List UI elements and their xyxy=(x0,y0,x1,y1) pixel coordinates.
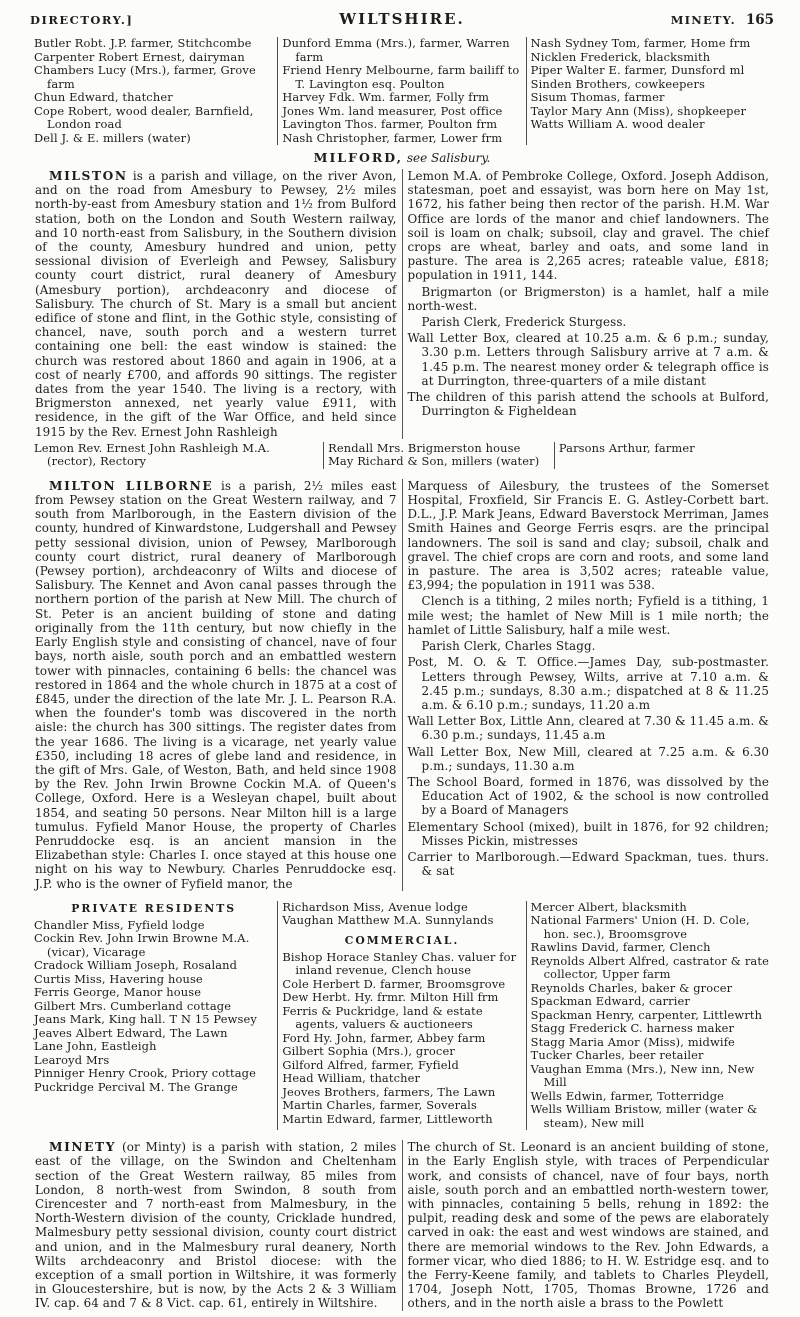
directory-entry: May Richard & Son, millers (water) xyxy=(328,454,540,469)
minety-right-column xyxy=(402,1140,775,1310)
private-residents-column xyxy=(30,901,277,1131)
directory-entry: Chun Edward, thatcher xyxy=(34,90,173,104)
directory-entry: Richardson Miss, Avenue lodge xyxy=(282,899,468,914)
milston-section xyxy=(30,169,774,439)
directory-entry: Chandler Miss, Fyfield lodge xyxy=(34,917,205,932)
directory-entry: Mercer Albert, blacksmith xyxy=(530,899,687,914)
minety-left-column xyxy=(30,1140,402,1310)
commercial-column-1 xyxy=(277,901,525,1131)
minety-heading: MINETY xyxy=(49,1140,116,1155)
directory-entry: Spackman Edward, carrier xyxy=(530,994,690,1009)
milton-heading: MILTON LILBORNE xyxy=(49,478,214,493)
directory-entry: Nicklen Frederick, blacksmith xyxy=(530,49,711,64)
entry-list xyxy=(282,901,521,928)
entry-list xyxy=(34,37,273,145)
directory-entry: Lane John, Eastleigh xyxy=(34,1039,157,1054)
minety-paragraph xyxy=(35,1140,397,1310)
directory-entry: Sinden Brothers, cowkeepers xyxy=(530,76,706,91)
milston-parish-clerk: Parish Clerk, Frederick Sturgess. xyxy=(421,315,627,330)
directory-entry: Taylor Mary Ann (Miss), shopkeeper xyxy=(530,103,747,118)
continued-trades-listing xyxy=(30,37,774,145)
page-number: 165 xyxy=(745,12,774,28)
milston-wall-letter-box: Wall Letter Box, cleared at 10.25 a.m. & 6 p.m.; sunday, 3.30 p.m. Letters through Salisbury arrive at 7 a.m. & 1.45 p.m. The nearest money order & telegraph office is at Durrington, three-quarters of a mile distant xyxy=(407,331,769,388)
minety-section xyxy=(30,1140,774,1310)
milston-hamlet-note: Brigmarton (or Brigmerston) is a hamlet, half a mile north-west. xyxy=(407,284,769,313)
entry-list xyxy=(282,37,521,145)
directory-entry: Watts William A. wood dealer xyxy=(530,117,705,131)
milford-cross-reference xyxy=(30,150,774,165)
trades-column-3 xyxy=(526,37,774,145)
milston-intro-text: is a parish and village, on the river Avon, and on the road from Amesbury to Pewsey, 2½ miles north-by-east from Amesbury station and 1½ from Bulford station, both on the London and South Western railway, and 10 north-east from Salisbury, in the Southern division of the county, Amesbury hundred and union, petty sessional division of Everleigh and Pewsey, Salisbury county court district, rural deanery of Amesbury (Amesbury portion), archdeaconry and diocese of Salisbury. The church of St. Mary is a small but ancient edifice of stone and flint, in the Gothic style, consisting of chancel, nave, south porch and a western turret containing one bell: the east window is stained: the church was restored about 1860 and again in 1906, at a cost of nearly £700, and affords 90 sittings. The register dates from the year 1540. The living is a rectory, with Brigmerston annexed, net yearly value £911, with residence, in the gift of the War Office, and held since 1915 by the Rev. Ernest John Rashleigh xyxy=(35,169,397,439)
milston-paragraph xyxy=(35,169,397,439)
private-residents-heading: PRIVATE RESIDENTS xyxy=(71,901,237,915)
page-header xyxy=(30,10,774,28)
directory-entry: Cole Herbert D. farmer, Broomsgrove xyxy=(282,976,506,991)
milton-intro-text: is a parish, 2½ miles east from Pewsey station on the Great Western railway, and 7 south from Marlborough, in the Eastern division of the county, hundred of Kinwardstone, Ludgershall and Pewsey petty sessional division, union of Pewsey, Marlborough county court district, rural deanery of Marlborough (Pewsey portion), archdeaconry of Wilts and diocese of Salisbury. The Kennet and Avon canal passes through the northern portion of the parish at New Mill. The church of St. Peter is an ancient building of stone and dating originally from the 11th century, but now chiefly in the Early English style and consisting of chancel, nave of four bays, north aisle, south porch and an embattled western tower with pinnacles, containing 6 bells: the chancel was restored in 1864 and the whole church in 1875 at a cost of £845, under the direction of the late Mr. J. L. Pearson R.A. when the founder's tomb was discovered in the north aisle: the church has 300 sittings. The register dates from the year 1686. The living is a vicarage, net yearly value £350, including 18 acres of glebe land and residence, in the gift of Mrs. Gale, of Weston, Bath, and held since 1908 by the Rev. John Irwin Browne Cockin M.A. of Queen's College, Oxford. Here is a Wesleyan chapel, built about 1854, and seating 50 persons. Near Milton hill is a large tumulus. Fyfield Manor House, the property of Charles Penruddocke esq. is an ancient mansion in the Elizabethan style: Charles I. once stayed at this house one night on his way to Newbury. Charles Penruddocke esq. J.P. who is the owner of Fyfield manor, the xyxy=(35,478,397,891)
directory-entry: Learoyd Mrs xyxy=(34,1052,110,1067)
directory-entry: Dell J. & E. millers (water) xyxy=(34,130,191,145)
commercial-column-2 xyxy=(526,901,774,1131)
directory-entry: Gilford Alfred, farmer, Fyfield xyxy=(282,1057,459,1072)
directory-entry: Curtis Miss, Havering house xyxy=(34,971,203,986)
milston-heading: MILSTON xyxy=(49,169,128,183)
directory-entry: Stagg Maria Amor (Miss), midwife xyxy=(530,1034,735,1049)
milston-residents-col-2 xyxy=(323,442,554,469)
running-head-directory: DIRECTORY.] xyxy=(30,13,134,27)
entry-list xyxy=(34,442,319,469)
directory-entry: Pinniger Henry Crook, Priory cottage xyxy=(34,1066,256,1081)
directory-entry: Sisum Thomas, farmer xyxy=(530,90,665,104)
minety-church-paragraph: The church of St. Leonard is an ancient building of stone, in the Early English style, with traces of Perpendicular work, and consists of chancel, nave of four bays, north aisle, south porch and an embattled north-western tower, with pinnacles, containing 5 bells, rehung in 1892: the pulpit, reading desk and some of the pews are elaborately carved in oak: the east and west windows are stained, and there are memorial windows to the Rev. John Edwards, a former vicar, who died 1886; to H. W. Estridge esq. and to the Ferry-Keene family, and tablets to Charles Pleydell, 1704, Joseph Nott, 1705, Thomas Browne, 1726 and others, and in the north aisle a brass to the Powlett xyxy=(407,1140,769,1311)
milston-continuation: Lemon M.A. of Pembroke College, Oxford. Joseph Addison, statesman, poet and essayist, was born here on May 1st, 1672, his father being then rector of the parish. H.M. War Office are lords of the manor and chief landowners. The soil is loam on chalk; subsoil, clay and gravel. The chief crops are wheat, barley and oats, and some land in pasture. The area is 2,265 acres; rateable value, £818; population in 1911, 144. xyxy=(407,169,769,283)
directory-entry: Puckridge Percival M. The Grange xyxy=(34,1079,238,1094)
directory-entry: Rendall Mrs. Brigmerston house xyxy=(328,440,521,455)
directory-entry: Piper Walter E. farmer, Dunsford ml xyxy=(530,63,745,77)
directory-entry: Martin Charles, farmer, Soverals xyxy=(282,1098,477,1113)
trades-column-2 xyxy=(277,37,525,145)
directory-entry: Cockin Rev. John Irwin Browne M.A. (vicar), Vicarage xyxy=(34,931,250,959)
directory-entry: Vaughan Matthew M.A. Sunnylands xyxy=(282,913,494,928)
milton-wall-letter-box-new-mill: Wall Letter Box, New Mill, cleared at 7.25 a.m. & 6.30 p.m.; sundays, 11.30 a.m xyxy=(407,744,769,773)
trades-column-1 xyxy=(30,37,277,145)
entry-list xyxy=(282,951,521,1127)
directory-entry: Gilbert Sophia (Mrs.), grocer xyxy=(282,1044,455,1059)
milston-residents-row xyxy=(30,442,774,469)
directory-entry: Nash Sydney Tom, farmer, Home frm xyxy=(530,36,751,50)
directory-entry: Spackman Henry, carpenter, Littlewrth xyxy=(530,1007,763,1022)
directory-entry: Reynolds Charles, baker & grocer xyxy=(530,980,733,995)
directory-entry: Ford Hy. John, farmer, Abbey farm xyxy=(282,1030,486,1045)
milton-wall-letter-box-little-ann: Wall Letter Box, Little Ann, cleared at 7.30 & 11.45 a.m. & 6.30 p.m.; sundays, 11.45 a.m xyxy=(407,714,769,743)
entry-list xyxy=(559,442,770,456)
directory-entry: Parsons Arthur, farmer xyxy=(558,440,695,455)
commercial-heading: COMMERCIAL. xyxy=(344,933,460,947)
milston-schools-note: The children of this parish attend the schools at Bulford, Durrington & Figheldean xyxy=(407,390,769,419)
directory-entry: Butler Robt. J.P. farmer, Stitchcombe xyxy=(34,36,252,50)
directory-entry: Jeoves Brothers, farmers, The Lawn xyxy=(282,1084,496,1099)
milston-right-column xyxy=(402,169,775,439)
milston-left-column xyxy=(30,169,402,439)
directory-entry: Jones Wm. land measurer, Post office xyxy=(282,103,503,118)
milton-left-column xyxy=(30,479,402,891)
entry-list xyxy=(328,442,550,469)
running-head-county: WILTSHIRE. xyxy=(339,10,465,28)
directory-entry: Cradock William Joseph, Rosaland xyxy=(34,958,238,973)
directory-entry: Wells William Bristow, miller (water & steam), New mill xyxy=(530,1102,758,1130)
directory-entry: Friend Henry Melbourne, farm bailiff to T. Lavington esq. Poulton xyxy=(282,63,520,91)
milton-carrier: Carrier to Marlborough.—Edward Spackman, tues. thurs. & sat xyxy=(407,849,769,879)
directory-entry: Wells Edwin, farmer, Totterridge xyxy=(530,1088,725,1103)
directory-entry: Chambers Lucy (Mrs.), farmer, Grove farm xyxy=(34,63,256,91)
directory-entry: Jeans Mark, King hall. T N 15 Pewsey xyxy=(34,1012,257,1027)
directory-entry: Harvey Fdk. Wm. farmer, Folly frm xyxy=(282,90,490,104)
directory-entry: Stagg Frederick C. harness maker xyxy=(530,1021,735,1036)
milton-residents-listing xyxy=(30,901,774,1131)
directory-entry: Lavington Thos. farmer, Poulton frm xyxy=(282,117,498,131)
directory-entry: Carpenter Robert Ernest, dairyman xyxy=(34,49,245,64)
directory-entry: Tucker Charles, beer retailer xyxy=(530,1048,704,1063)
directory-entry: Nash Christopher, farmer, Lower frm xyxy=(282,130,503,145)
directory-entry: Rawlins David, farmer, Clench xyxy=(530,940,711,955)
directory-entry: Dunford Emma (Mrs.), farmer, Warren farm xyxy=(282,36,510,64)
running-head-parish-and-page xyxy=(465,12,774,28)
directory-entry: Martin Edward, farmer, Littleworth xyxy=(282,1111,493,1126)
directory-entry: Bishop Horace Stanley Chas. valuer for inland revenue, Clench house xyxy=(282,949,517,978)
milton-right-column xyxy=(402,479,775,891)
milford-name: MILFORD, xyxy=(313,150,403,165)
directory-entry: Gilbert Mrs. Cumberland cottage xyxy=(34,998,232,1013)
directory-entry: Ferris George, Manor house xyxy=(34,985,202,1000)
entry-list xyxy=(531,37,770,132)
milton-post-office: Post, M. O. & T. Office.—James Day, sub-postmaster. Letters through Pewsey, Wilts, arrive at 7.10 a.m. & 2.45 p.m.; sundays, 8.30 a.m.; dispatched at 8 & 11.25 a.m. & 6.10 p.m.; sundays, 11.20 a.m xyxy=(407,655,769,712)
directory-entry: Lemon Rev. Ernest John Rashleigh M.A. (rector), Rectory xyxy=(34,440,270,469)
entry-list xyxy=(531,901,770,1131)
milton-lilborne-section xyxy=(30,479,774,891)
milton-paragraph xyxy=(35,479,397,891)
directory-entry: Ferris & Puckridge, land & estate agents, valuers & auctioneers xyxy=(282,1003,483,1032)
directory-entry: Cope Robert, wood dealer, Barnfield, London road xyxy=(34,103,254,131)
directory-entry: Dew Herbt. Hy. frmr. Milton Hill frm xyxy=(282,990,499,1005)
milton-elementary-school: Elementary School (mixed), built in 1876, for 92 children; Misses Pickin, mistresses xyxy=(407,819,769,848)
milston-residents-col-3 xyxy=(554,442,774,469)
directory-entry: Vaughan Emma (Mrs.), New inn, New Mill xyxy=(530,1061,755,1090)
directory-entry: Reynolds Albert Alfred, castrator & rate collector, Upper farm xyxy=(530,953,769,982)
directory-entry: National Farmers' Union (H. D. Cole, hon. sec.), Broomsgrove xyxy=(530,913,750,941)
milton-tithings-note: Clench is a tithing, 2 miles north; Fyfield is a tithing, 1 mile west; the hamlet of New Mill is 1 mile north; the hamlet of Little Salisbury, half a mile west. xyxy=(407,594,769,637)
directory-entry: Jeaves Albert Edward, The Lawn xyxy=(34,1025,228,1040)
milton-continuation: Marquess of Ailesbury, the trustees of the Somerset Hospital, Froxfield, Sir Francis E. G. Astley-Corbett bart. D.L., J.P. Mark Jeans, Edward Baverstock Merriman, James Smith Haines and George Ferris esqrs. are the principal landowners. The soil is sand and clay; subsoil, chalk and gravel. The chief crops are corn and roots, and some land in pasture. The area is 3,502 acres; rateable value, £3,994; the population in 1911 was 538. xyxy=(407,478,769,593)
milton-school-board: The School Board, formed in 1876, was dissolved by the Education Act of 1902, & the school is now controlled by a Board of Managers xyxy=(407,774,769,818)
milton-parish-clerk: Parish Clerk, Charles Stagg. xyxy=(421,639,596,654)
directory-entry: Head William, thatcher xyxy=(282,1071,421,1086)
milston-residents-col-1 xyxy=(30,442,323,469)
running-head-parish: MINETY. xyxy=(670,13,736,27)
milford-note: see Salisbury. xyxy=(406,151,491,165)
entry-list xyxy=(34,919,273,1095)
minety-intro-text: (or Minty) is a parish with station, 2 miles east of the village, on the Swindon and Cheltenham section of the Great Western railway, 85 miles from London, 8 north-west from Swindon, 8 south from Cirencester and 7 north-east from Malmesbury, in the North-Western division of the county, Cricklade hundred, Malmesbury petty sessional division, county court district and union, and in the Malmesbury rural deanery, North Wilts archdeaconry and Bristol diocese: with the exception of a small portion in Wiltshire, it was formerly in Gloucestershire, but is now, by the Acts 2 & 3 William IV. cap. 64 and 7 & 8 Vict. cap. 61, entirely in Wiltshire. xyxy=(35,1140,397,1311)
